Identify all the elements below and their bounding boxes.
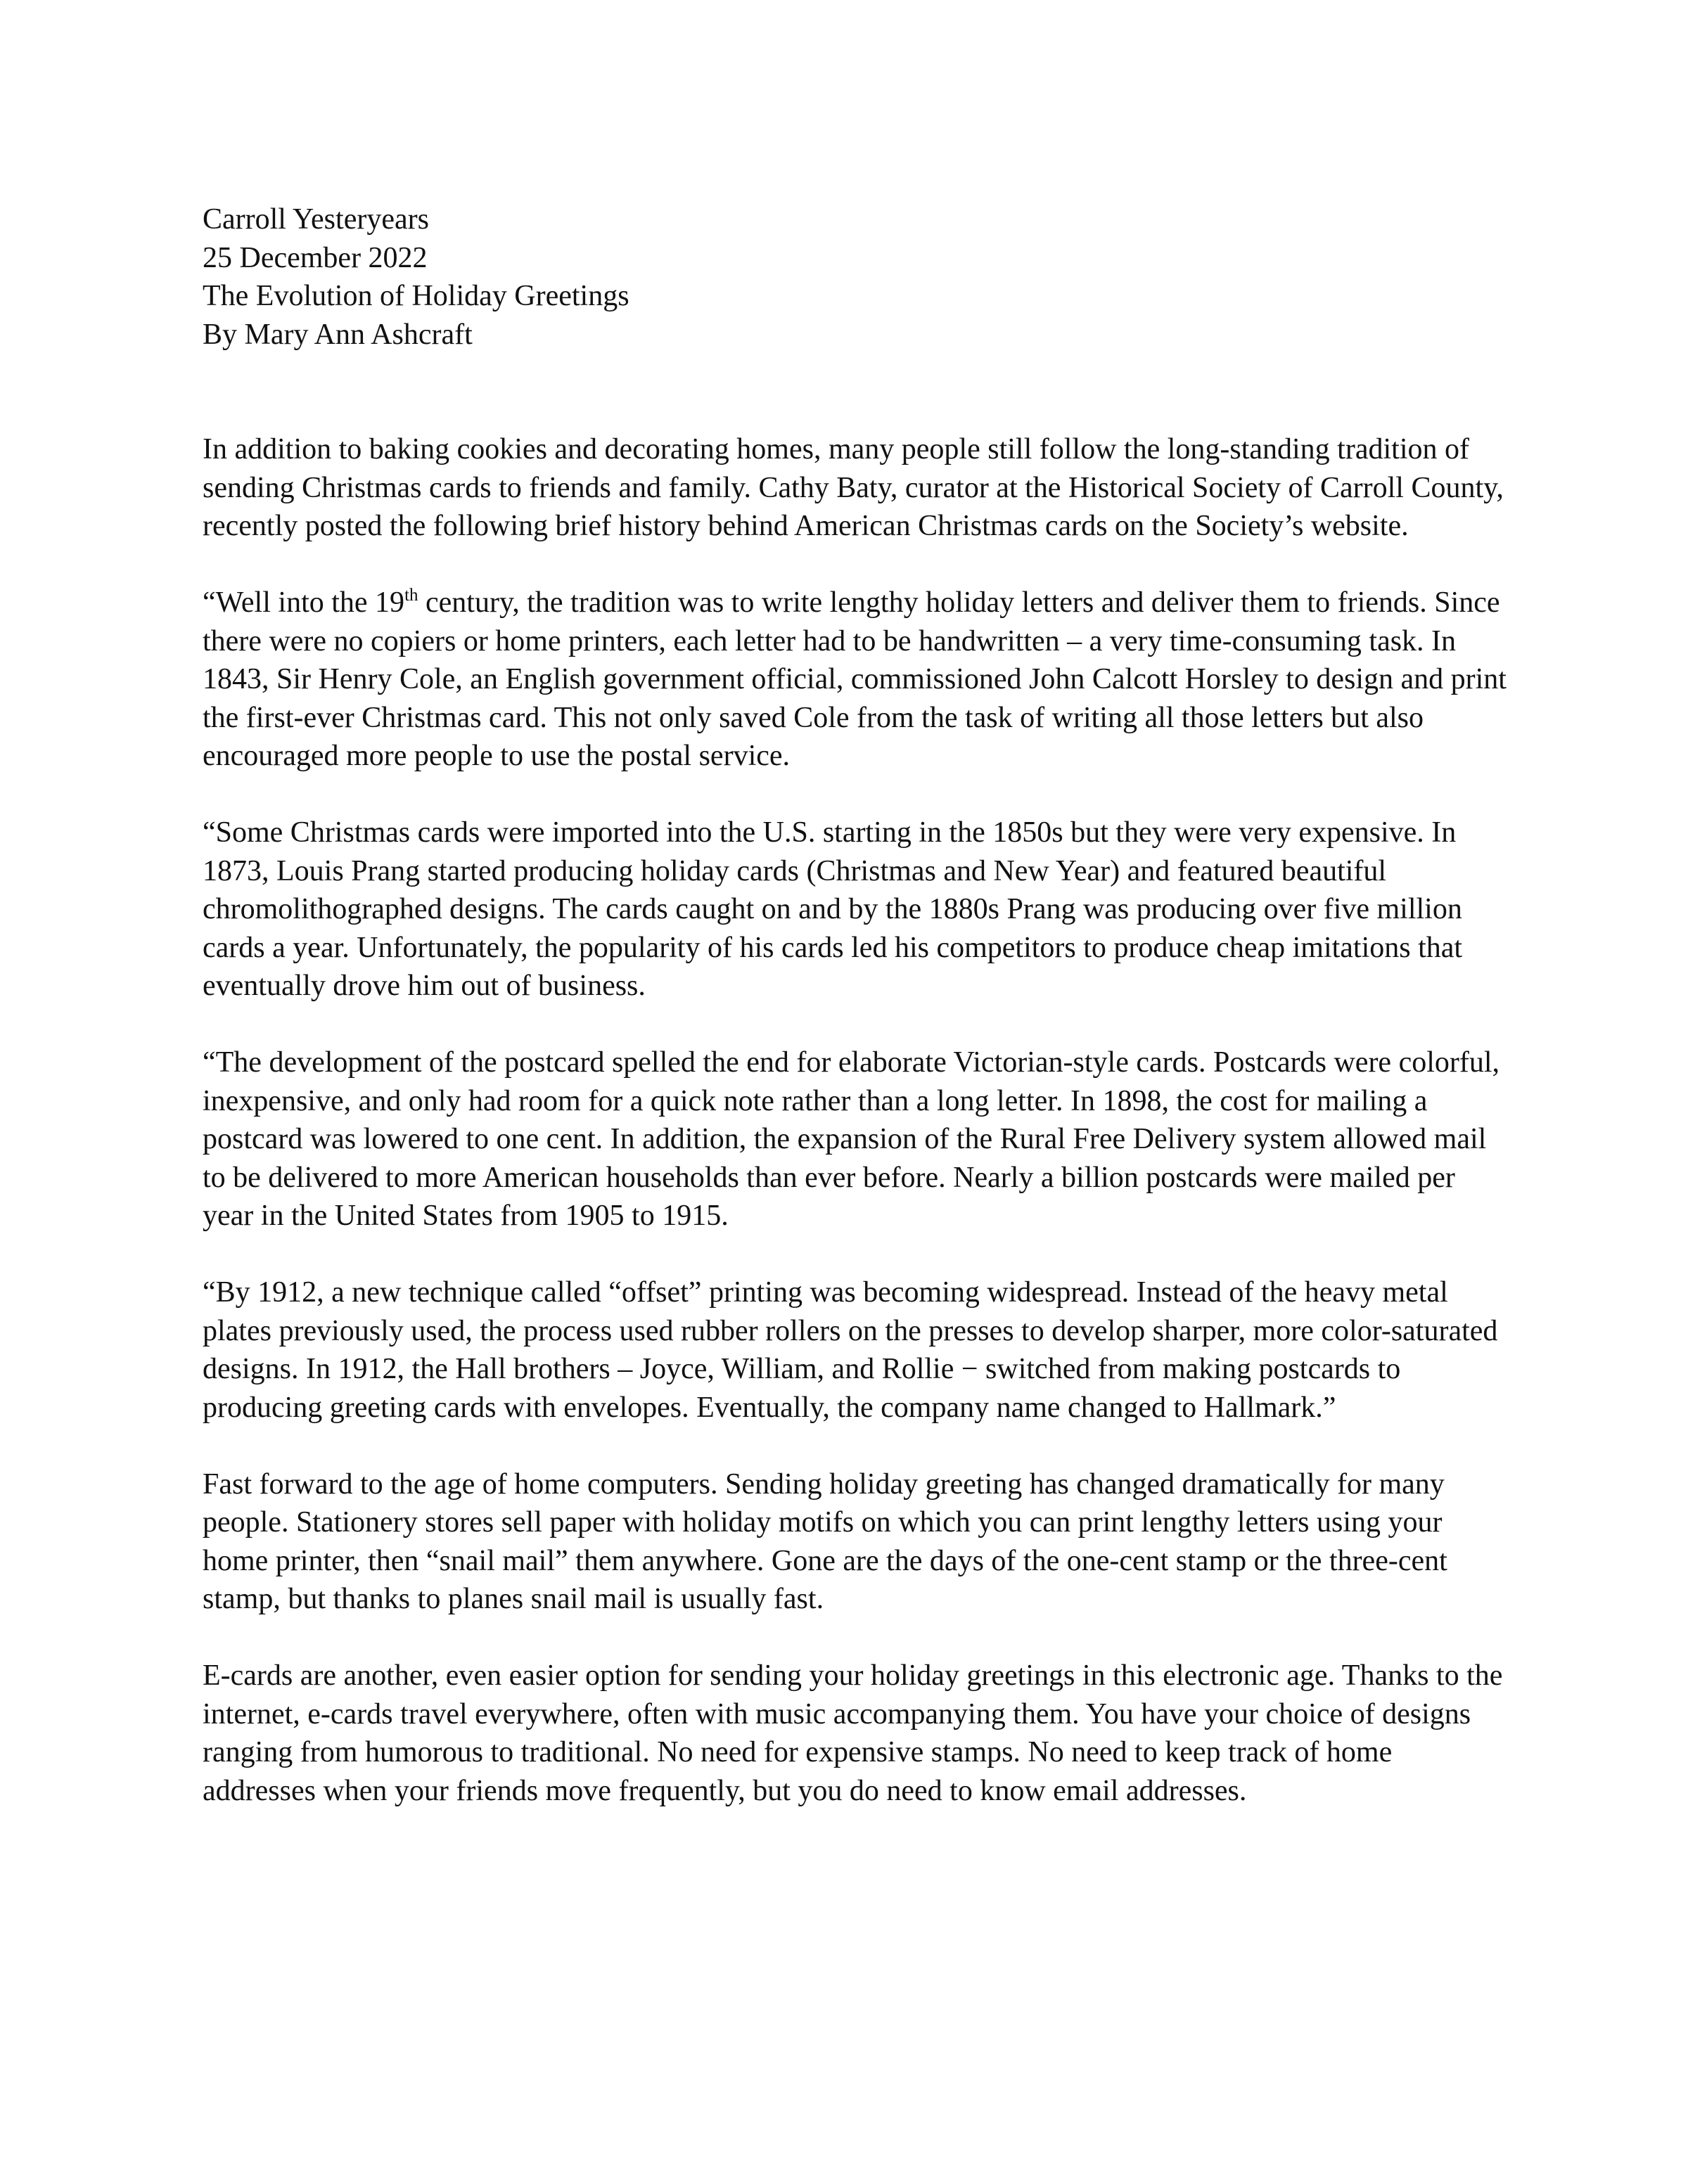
paragraph-intro: In addition to baking cookies and decorating homes, many people still follow the long-standing tradition of sending Christmas cards to friends and family. Cathy Baty, curator at the Historical Society of Carroll County, recently posted the following brief history behind American Christmas cards on the Society’s website. xyxy=(203,433,1504,542)
paragraph-ecards: E-cards are another, even easier option for sending your holiday greetings in this electronic age. Thanks to the internet, e-cards travel everywhere, often with music accompanying them. You have your choice of designs ranging from humorous to traditional. No need for expensive stamps. No need to keep track of home addresses when your friends move frequently, but you do need to know email addresses. xyxy=(203,1659,1503,1807)
paragraph-text-before-superscript: “Well into the 19 xyxy=(203,586,405,619)
article-body xyxy=(203,200,1511,1810)
paragraph-home-computers: Fast forward to the age of home computers. Sending holiday greeting has changed dramatically for many people. Stationery stores sell paper with holiday motifs on which you can print lengthy letters using your home printer, then “snail mail” them anywhere. Gone are the days of the one-cent stamp or the three-cent stamp, but thanks to planes snail mail is usually fast. xyxy=(203,1467,1447,1615)
article-header xyxy=(203,200,1511,354)
paragraph-text-after-superscript: century, the tradition was to write lengthy holiday letters and deliver them to friends. Since there were no copiers or home printers, each letter had to be handwritten – a very time-consuming task. In 1843, Sir Henry Cole, an English government official, commissioned John Calcott Horsley to design and print the first-ever Christmas card. This not only saved Cole from the task of writing all those letters but also encouraged more people to use the postal service. xyxy=(203,586,1507,772)
paragraph-postcard: “The development of the postcard spelled the end for elaborate Victorian-style cards. Postcards were colorful, inexpensive, and only had room for a quick note rather than a long letter. In 1898, the cost for mailing a postcard was lowered to one cent. In addition, the expansion of the Rural Free Delivery system allowed mail to be delivered to more American households than ever before. Nearly a billion postcards were mailed per year in the United States from 1905 to 1915. xyxy=(203,1046,1500,1232)
paragraph-19th-century xyxy=(203,584,1511,776)
publication-date: 25 December 2022 xyxy=(203,241,428,274)
ordinal-superscript: th xyxy=(404,586,418,605)
author-byline: By Mary Ann Ashcraft xyxy=(203,318,473,351)
paragraph-offset-printing: “By 1912, a new technique called “offset” printing was becoming widespread. Instead of the heavy metal plates previously used, the process used rubber rollers on the presses to develop sharper, more color-saturated designs. In 1912, the Hall brothers – Joyce, William, and Rollie − switched from making postcards to producing greeting cards with envelopes. Eventually, the company name changed to Hallmark.” xyxy=(203,1276,1498,1424)
article-title: The Evolution of Holiday Greetings xyxy=(203,280,629,312)
column-name: Carroll Yesteryears xyxy=(203,203,429,236)
paragraph-prang: “Some Christmas cards were imported into the U.S. starting in the 1850s but they were very expensive. In 1873, Louis Prang started producing holiday cards (Christmas and New Year) and featured beautiful chromolithographed designs. The cards caught on and by the 1880s Prang was producing over five million cards a year. Unfortunately, the popularity of his cards led his competitors to produce cheap imitations that eventually drove him out of business. xyxy=(203,816,1463,1002)
